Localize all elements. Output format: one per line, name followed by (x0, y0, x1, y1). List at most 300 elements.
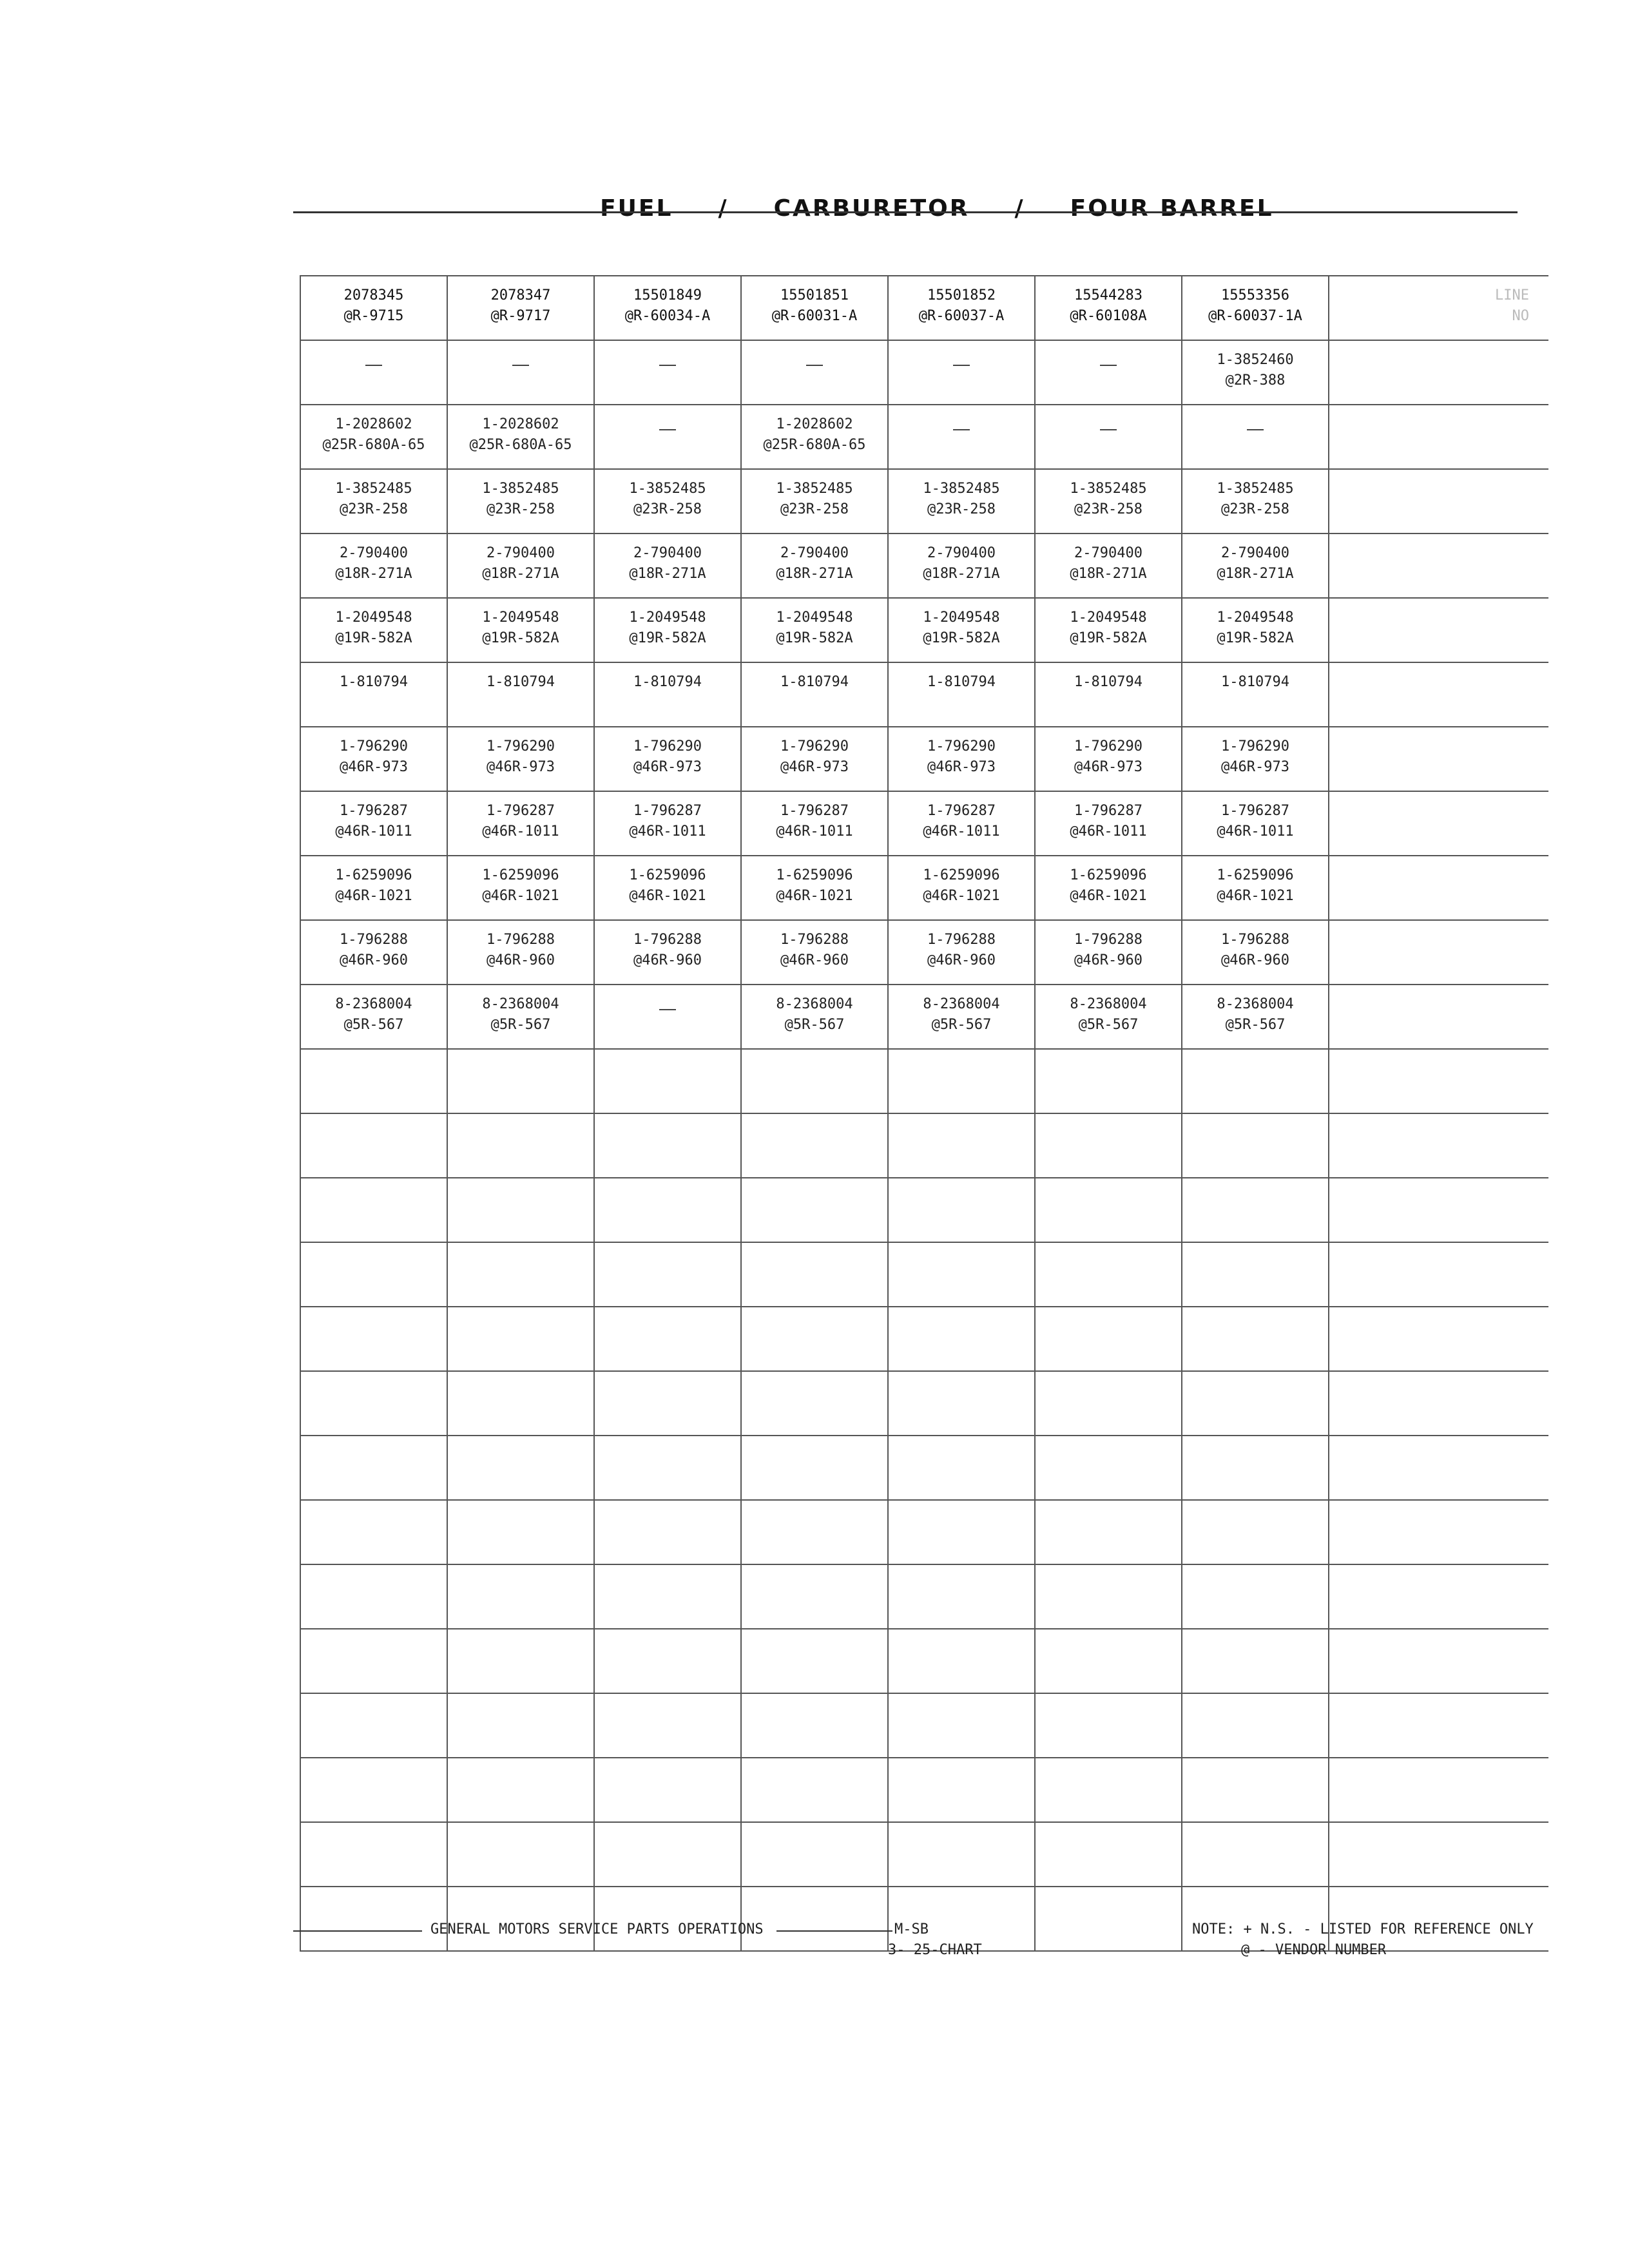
line-no-cell (1329, 791, 1548, 856)
table-cell (741, 727, 888, 791)
cell-part-number: 1-796287 (780, 803, 849, 819)
cell-vendor-number: @46R-973 (487, 759, 555, 775)
empty-cell (1035, 1758, 1182, 1822)
column-vendor-number: @R-9715 (343, 308, 404, 324)
empty-cell (888, 1629, 1035, 1693)
table-row (300, 598, 1548, 662)
column-vendor-number: @R-60034-A (624, 308, 711, 324)
empty-cell (888, 1887, 1035, 1951)
column-header (741, 276, 888, 340)
empty-cell (1035, 1371, 1182, 1436)
parts-chart-table (300, 275, 1548, 1952)
footer-org: GENERAL MOTORS SERVICE PARTS OPERATIONS (430, 1921, 764, 1937)
cell-part-number: 1-796290 (780, 738, 849, 754)
footer-rule-mid (776, 1930, 892, 1932)
line-no-cell (1329, 727, 1548, 791)
cell-vendor-number: @23R-258 (340, 501, 408, 517)
line-no-header-line2: NO (1512, 308, 1529, 324)
cell-vendor-number: @18R-271A (629, 566, 706, 582)
cell-part-number: 1-796290 (927, 738, 996, 754)
cell-part-number: 1-796288 (927, 932, 996, 948)
column-vendor-number: @R-9717 (490, 308, 551, 324)
empty-cell (1035, 1113, 1182, 1178)
cell-vendor-number: @19R-582A (1070, 630, 1147, 646)
cell-vendor-number: @46R-1011 (923, 823, 1000, 840)
table-cell (447, 791, 594, 856)
cell-part-number: 2-790400 (927, 545, 996, 561)
cell-part-number: 1-2049548 (1070, 610, 1147, 626)
table-cell (741, 469, 888, 533)
empty-cell (1329, 1822, 1548, 1887)
cell-vendor-number: @19R-582A (629, 630, 706, 646)
table-cell (1035, 727, 1182, 791)
table-row (300, 662, 1548, 727)
cell-vendor-number: @46R-1011 (482, 823, 559, 840)
table-cell (1182, 920, 1329, 985)
empty-table-row (300, 1758, 1548, 1822)
cell-vendor-number: @18R-271A (335, 566, 412, 582)
empty-cell (1182, 1822, 1329, 1887)
empty-cell (594, 1436, 741, 1500)
table-cell (741, 791, 888, 856)
cell-part-number: 1-796287 (487, 803, 555, 819)
empty-cell (741, 1307, 888, 1371)
empty-cell (594, 1758, 741, 1822)
empty-cell (888, 1822, 1035, 1887)
empty-cell (300, 1113, 447, 1178)
column-part-number: 15553356 (1221, 287, 1289, 303)
empty-cell (741, 1178, 888, 1242)
table-cell (741, 340, 888, 405)
empty-cell (1035, 1049, 1182, 1113)
table-cell (1182, 727, 1329, 791)
title-divider (293, 211, 1518, 213)
table-cell (888, 920, 1035, 985)
table-cell (300, 469, 447, 533)
table-row (300, 856, 1548, 920)
empty-cell (1329, 1693, 1548, 1758)
table-cell (447, 533, 594, 598)
empty-cell (888, 1049, 1035, 1113)
empty-cell (1182, 1178, 1329, 1242)
empty-cell (300, 1822, 447, 1887)
not-applicable-dash (1247, 429, 1264, 430)
cell-part-number: 1-796287 (633, 803, 702, 819)
empty-cell (300, 1693, 447, 1758)
table-header-row (300, 276, 1548, 340)
column-header (888, 276, 1035, 340)
empty-cell (888, 1178, 1035, 1242)
cell-part-number: 1-6259096 (776, 867, 853, 883)
cell-vendor-number: @25R-680A-65 (469, 437, 572, 453)
table-cell (594, 598, 741, 662)
table-cell (447, 920, 594, 985)
cell-vendor-number: @18R-271A (1217, 566, 1294, 582)
cell-vendor-number: @46R-1021 (776, 888, 853, 904)
empty-cell (447, 1693, 594, 1758)
not-applicable-dash (659, 365, 676, 366)
cell-vendor-number: @46R-973 (1074, 759, 1142, 775)
table-cell (447, 340, 594, 405)
table-cell (888, 340, 1035, 405)
empty-table-row (300, 1307, 1548, 1371)
empty-cell (888, 1371, 1035, 1436)
table-cell (888, 533, 1035, 598)
empty-cell (300, 1887, 447, 1951)
table-row (300, 985, 1548, 1049)
not-applicable-dash (512, 365, 529, 366)
empty-cell (594, 1564, 741, 1629)
cell-vendor-number: @18R-271A (482, 566, 559, 582)
cell-vendor-number: @46R-1011 (1070, 823, 1147, 840)
title-separator: / (1014, 195, 1025, 222)
cell-vendor-number: @46R-1011 (1217, 823, 1294, 840)
footer-rule-left (293, 1930, 422, 1932)
table-cell (447, 469, 594, 533)
empty-cell (594, 1242, 741, 1307)
cell-vendor-number: @19R-582A (482, 630, 559, 646)
column-part-number: 15501852 (927, 287, 996, 303)
cell-part-number: 1-2049548 (335, 610, 412, 626)
cell-part-number: 1-796290 (1074, 738, 1142, 754)
empty-table-row (300, 1693, 1548, 1758)
cell-part-number: 1-810794 (487, 674, 555, 690)
table-cell (741, 533, 888, 598)
table-row (300, 727, 1548, 791)
empty-cell (741, 1693, 888, 1758)
empty-cell (888, 1564, 1035, 1629)
cell-part-number: 1-2049548 (629, 610, 706, 626)
empty-table-row (300, 1371, 1548, 1436)
empty-cell (447, 1436, 594, 1500)
title-part-carburetor: CARBURETOR (773, 195, 970, 222)
table-cell (888, 405, 1035, 469)
cell-part-number: 2-790400 (487, 545, 555, 561)
cell-vendor-number: @23R-258 (927, 501, 996, 517)
empty-cell (300, 1564, 447, 1629)
empty-cell (888, 1500, 1035, 1564)
column-part-number: 2078345 (343, 287, 404, 303)
empty-cell (1035, 1822, 1182, 1887)
table-cell (594, 662, 741, 727)
cell-vendor-number: @2R-388 (1225, 372, 1286, 389)
table-cell (1182, 791, 1329, 856)
empty-cell (1329, 1436, 1548, 1500)
table-cell (300, 533, 447, 598)
cell-vendor-number: @19R-582A (923, 630, 1000, 646)
page-title (580, 169, 1289, 222)
table-cell (1182, 856, 1329, 920)
table-row (300, 405, 1548, 469)
empty-cell (1182, 1629, 1329, 1693)
empty-table-row (300, 1887, 1548, 1951)
cell-part-number: 8-2368004 (1070, 996, 1147, 1012)
table-cell (1182, 533, 1329, 598)
cell-part-number: 1-796288 (1074, 932, 1142, 948)
cell-vendor-number: @46R-973 (927, 759, 996, 775)
line-no-cell (1329, 533, 1548, 598)
cell-part-number: 1-2049548 (1217, 610, 1294, 626)
empty-cell (300, 1629, 447, 1693)
cell-vendor-number: @46R-973 (633, 759, 702, 775)
table-cell (1182, 662, 1329, 727)
cell-vendor-number: @46R-973 (780, 759, 849, 775)
cell-part-number: 1-3852485 (776, 481, 853, 497)
empty-cell (300, 1436, 447, 1500)
empty-cell (1329, 1371, 1548, 1436)
table-cell (1035, 469, 1182, 533)
cell-vendor-number: @5R-567 (343, 1017, 404, 1033)
table-cell (594, 727, 741, 791)
not-applicable-dash (953, 429, 970, 430)
empty-cell (300, 1049, 447, 1113)
empty-cell (300, 1500, 447, 1564)
empty-cell (1182, 1049, 1329, 1113)
table-cell (300, 920, 447, 985)
empty-cell (1035, 1564, 1182, 1629)
table-cell (888, 727, 1035, 791)
cell-part-number: 8-2368004 (776, 996, 853, 1012)
not-applicable-dash (806, 365, 823, 366)
empty-cell (1329, 1758, 1548, 1822)
empty-cell (1329, 1113, 1548, 1178)
empty-cell (1035, 1887, 1182, 1951)
empty-cell (1329, 1564, 1548, 1629)
table-cell (300, 662, 447, 727)
empty-cell (447, 1307, 594, 1371)
cell-vendor-number: @5R-567 (490, 1017, 551, 1033)
cell-part-number: 1-6259096 (482, 867, 559, 883)
empty-cell (447, 1758, 594, 1822)
cell-part-number: 1-796288 (487, 932, 555, 948)
empty-cell (1182, 1371, 1329, 1436)
column-header (447, 276, 594, 340)
table-cell (1035, 856, 1182, 920)
cell-part-number: 1-3852485 (1217, 481, 1294, 497)
empty-cell (300, 1371, 447, 1436)
cell-part-number: 2-790400 (1221, 545, 1289, 561)
cell-vendor-number: @46R-973 (1221, 759, 1289, 775)
cell-vendor-number: @19R-582A (1217, 630, 1294, 646)
cell-part-number: 1-6259096 (923, 867, 1000, 883)
cell-vendor-number: @23R-258 (633, 501, 702, 517)
cell-vendor-number: @46R-1021 (482, 888, 559, 904)
cell-vendor-number: @23R-258 (1221, 501, 1289, 517)
cell-part-number: 1-6259096 (629, 867, 706, 883)
cell-part-number: 1-796290 (1221, 738, 1289, 754)
table-cell (447, 727, 594, 791)
empty-cell (447, 1887, 594, 1951)
cell-vendor-number: @23R-258 (780, 501, 849, 517)
cell-vendor-number: @5R-567 (1078, 1017, 1139, 1033)
empty-cell (1035, 1436, 1182, 1500)
column-vendor-number: @R-60108A (1070, 308, 1147, 324)
table-cell (1035, 533, 1182, 598)
not-applicable-dash (659, 1009, 676, 1010)
empty-cell (741, 1564, 888, 1629)
cell-part-number: 1-6259096 (1070, 867, 1147, 883)
cell-vendor-number: @46R-1021 (923, 888, 1000, 904)
empty-cell (741, 1887, 888, 1951)
cell-part-number: 1-2028602 (776, 416, 853, 432)
column-part-number: 15544283 (1074, 287, 1142, 303)
empty-cell (741, 1113, 888, 1178)
empty-cell (1035, 1178, 1182, 1242)
cell-vendor-number: @46R-1011 (335, 823, 412, 840)
cell-part-number: 1-796288 (633, 932, 702, 948)
cell-part-number: 2-790400 (633, 545, 702, 561)
empty-cell (888, 1242, 1035, 1307)
cell-part-number: 8-2368004 (482, 996, 559, 1012)
empty-cell (1035, 1629, 1182, 1693)
column-vendor-number: @R-60031-A (771, 308, 858, 324)
not-applicable-dash (659, 429, 676, 430)
empty-cell (1035, 1500, 1182, 1564)
table-cell (1035, 340, 1182, 405)
empty-table-row (300, 1178, 1548, 1242)
cell-vendor-number: @46R-973 (340, 759, 408, 775)
empty-cell (594, 1887, 741, 1951)
table-cell (888, 598, 1035, 662)
cell-part-number: 1-810794 (927, 674, 996, 690)
cell-vendor-number: @46R-960 (633, 952, 702, 968)
not-applicable-dash (365, 365, 382, 366)
column-header (1182, 276, 1329, 340)
empty-table-row (300, 1242, 1548, 1307)
column-header (1035, 276, 1182, 340)
empty-cell (1182, 1887, 1329, 1951)
empty-cell (888, 1693, 1035, 1758)
empty-cell (741, 1758, 888, 1822)
cell-part-number: 1-796287 (1074, 803, 1142, 819)
empty-cell (1329, 1500, 1548, 1564)
empty-table-row (300, 1629, 1548, 1693)
empty-cell (1182, 1693, 1329, 1758)
cell-vendor-number: @46R-1021 (335, 888, 412, 904)
empty-cell (594, 1113, 741, 1178)
table-cell (300, 985, 447, 1049)
cell-vendor-number: @46R-960 (1074, 952, 1142, 968)
cell-part-number: 8-2368004 (335, 996, 412, 1012)
footer-note: NOTE: + N.S. - LISTED FOR REFERENCE ONLY (1192, 1921, 1534, 1937)
empty-cell (447, 1564, 594, 1629)
empty-cell (300, 1307, 447, 1371)
table-row (300, 920, 1548, 985)
table-cell (1035, 598, 1182, 662)
empty-cell (888, 1113, 1035, 1178)
table-cell (447, 405, 594, 469)
footer-chart-number: 3- 25-CHART (888, 1942, 982, 1958)
cell-part-number: 1-810794 (633, 674, 702, 690)
table-cell (741, 662, 888, 727)
empty-cell (741, 1500, 888, 1564)
cell-part-number: 1-6259096 (335, 867, 412, 883)
table-body (300, 340, 1548, 1951)
line-no-cell (1329, 985, 1548, 1049)
cell-vendor-number: @46R-1021 (1217, 888, 1294, 904)
cell-vendor-number: @23R-258 (487, 501, 555, 517)
line-no-header-line1: LINE (1495, 287, 1529, 303)
not-applicable-dash (953, 365, 970, 366)
empty-cell (1329, 1242, 1548, 1307)
cell-part-number: 1-2028602 (335, 416, 412, 432)
empty-cell (1182, 1758, 1329, 1822)
cell-vendor-number: @46R-960 (340, 952, 408, 968)
empty-cell (741, 1629, 888, 1693)
table-cell (300, 791, 447, 856)
cell-part-number: 2-790400 (340, 545, 408, 561)
cell-part-number: 1-796288 (780, 932, 849, 948)
empty-cell (447, 1242, 594, 1307)
table-cell (1182, 598, 1329, 662)
cell-part-number: 1-3852485 (1070, 481, 1147, 497)
empty-cell (1035, 1307, 1182, 1371)
cell-vendor-number: @46R-1021 (629, 888, 706, 904)
column-part-number: 15501851 (780, 287, 849, 303)
empty-cell (1182, 1500, 1329, 1564)
empty-cell (1182, 1307, 1329, 1371)
table-cell (447, 856, 594, 920)
cell-part-number: 1-2049548 (482, 610, 559, 626)
table-cell (594, 985, 741, 1049)
cell-part-number: 1-810794 (780, 674, 849, 690)
footer-note-vendor: @ - VENDOR NUMBER (1241, 1942, 1387, 1958)
cell-vendor-number: @19R-582A (776, 630, 853, 646)
table-cell (1182, 340, 1329, 405)
cell-part-number: 1-2028602 (482, 416, 559, 432)
table-cell (1182, 985, 1329, 1049)
cell-vendor-number: @23R-258 (1074, 501, 1142, 517)
empty-cell (741, 1371, 888, 1436)
column-part-number: 2078347 (490, 287, 551, 303)
table-cell (741, 985, 888, 1049)
cell-part-number: 1-810794 (1074, 674, 1142, 690)
line-no-cell (1329, 920, 1548, 985)
table-cell (447, 985, 594, 1049)
table-cell (888, 469, 1035, 533)
table-cell (594, 920, 741, 985)
empty-cell (1035, 1242, 1182, 1307)
column-header (300, 276, 447, 340)
cell-part-number: 8-2368004 (923, 996, 1000, 1012)
cell-part-number: 2-790400 (1074, 545, 1142, 561)
cell-vendor-number: @46R-1011 (776, 823, 853, 840)
table-row (300, 533, 1548, 598)
empty-table-row (300, 1436, 1548, 1500)
cell-part-number: 1-810794 (340, 674, 408, 690)
empty-cell (594, 1693, 741, 1758)
empty-cell (300, 1242, 447, 1307)
empty-table-row (300, 1822, 1548, 1887)
line-no-cell (1329, 598, 1548, 662)
cell-vendor-number: @5R-567 (931, 1017, 992, 1033)
cell-part-number: 1-3852485 (482, 481, 559, 497)
table-cell (741, 405, 888, 469)
line-no-header (1329, 276, 1548, 340)
empty-cell (300, 1178, 447, 1242)
empty-cell (1329, 1049, 1548, 1113)
empty-cell (594, 1049, 741, 1113)
cell-part-number: 1-3852485 (629, 481, 706, 497)
cell-part-number: 1-3852485 (335, 481, 412, 497)
empty-cell (447, 1049, 594, 1113)
table-cell (888, 791, 1035, 856)
empty-cell (1182, 1113, 1329, 1178)
empty-table-row (300, 1113, 1548, 1178)
table-cell (594, 469, 741, 533)
empty-cell (888, 1436, 1035, 1500)
cell-part-number: 1-2049548 (776, 610, 853, 626)
